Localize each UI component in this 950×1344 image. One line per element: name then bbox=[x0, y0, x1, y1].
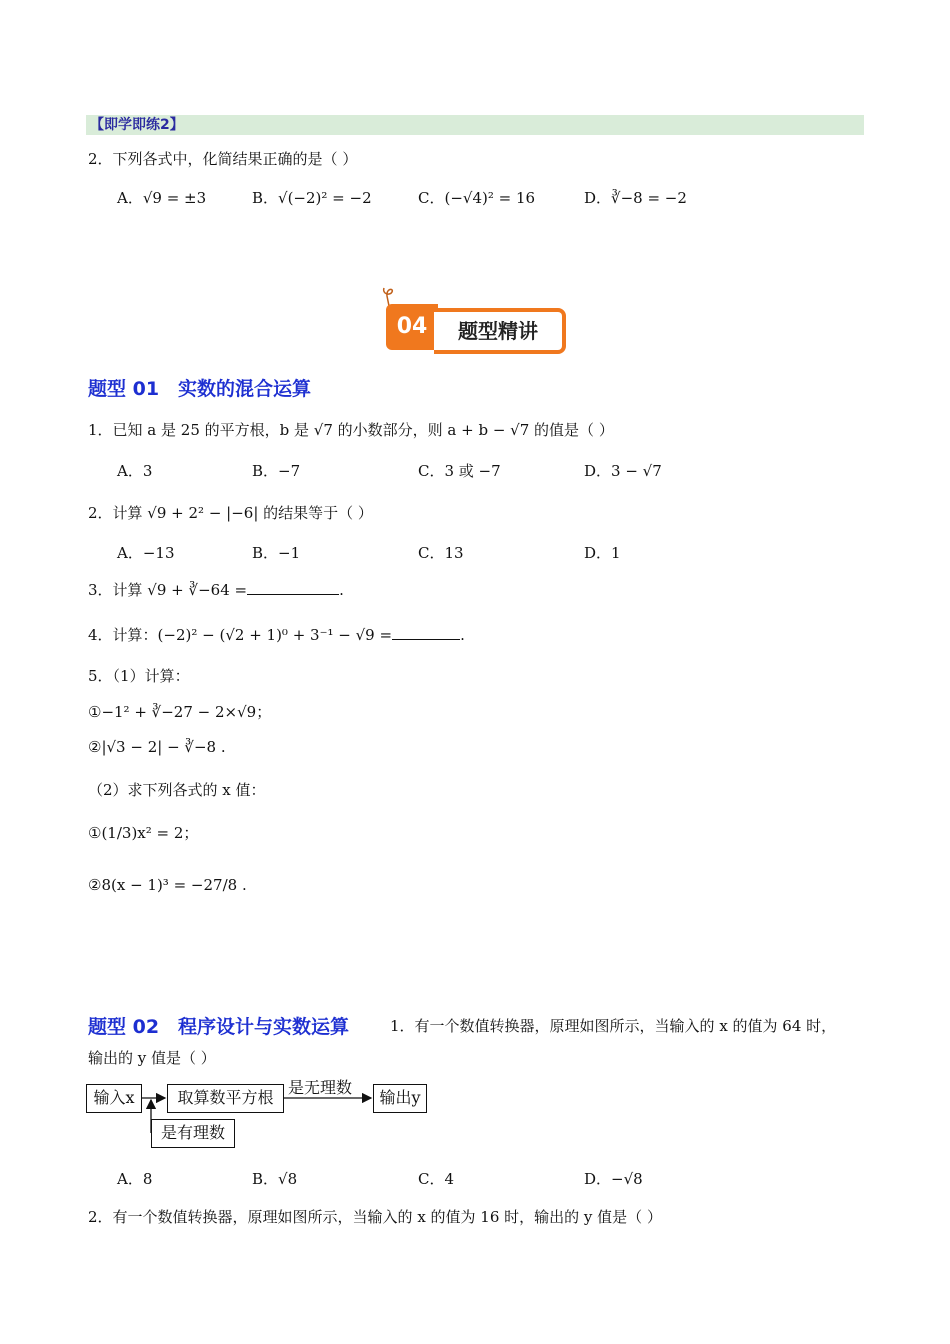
practice-header: 【即学即练2】 bbox=[86, 115, 864, 135]
flow-input-box: 输入x bbox=[86, 1084, 142, 1113]
flow-output-box: 输出y bbox=[373, 1084, 427, 1113]
type01-q1-option-c[interactable]: C．3 或 −7 bbox=[418, 462, 501, 480]
flow-rational-box: 是有理数 bbox=[151, 1119, 235, 1148]
type01-title: 题型 01 实数的混合运算 bbox=[88, 378, 312, 400]
type01-q5-item1: ①−1² + ∛−27 − 2×√9； bbox=[88, 703, 272, 721]
type02-q1-option-a[interactable]: A．8 bbox=[117, 1170, 153, 1188]
type01-q1-option-d[interactable]: D．3 − √7 bbox=[584, 462, 662, 480]
badge-title: 题型精讲 bbox=[434, 308, 566, 354]
type01-q2-option-b[interactable]: B．−1 bbox=[252, 544, 301, 562]
practice-option-b[interactable]: B．√(−2)² = −2 bbox=[252, 189, 372, 207]
type01-q5-part1: 5．（1）计算： bbox=[88, 667, 190, 685]
type02-q1-option-b[interactable]: B．√8 bbox=[252, 1170, 298, 1188]
type01-q2-option-a[interactable]: A．−13 bbox=[117, 544, 175, 562]
flow-process-box: 取算数平方根 bbox=[167, 1084, 284, 1113]
type01-q5-item4: ②8(x − 1)³ = −27/8 . bbox=[88, 876, 247, 894]
type01-q2-option-d[interactable]: D．1 bbox=[584, 544, 621, 562]
type02-q1-option-c[interactable]: C．4 bbox=[418, 1170, 455, 1188]
type01-q4-text: 4．计算：(−2)² − (√2 + 1)⁰ + 3⁻¹ − √9 = bbox=[88, 626, 393, 644]
practice-option-a[interactable]: A．√9 = ±3 bbox=[117, 189, 207, 207]
flow-irrational-label: 是无理数 bbox=[288, 1078, 353, 1097]
practice-option-d[interactable]: D．∛−8 = −2 bbox=[584, 189, 687, 207]
type01-q4: 4．计算：(−2)² − (√2 + 1)⁰ + 3⁻¹ − √9 = . bbox=[88, 626, 465, 644]
type01-q2-option-c[interactable]: C．13 bbox=[418, 544, 464, 562]
badge-number: 04 bbox=[386, 304, 438, 350]
type01-q5-part2: （2）求下列各式的 x 值： bbox=[88, 781, 266, 799]
type02-q2: 2．有一个数值转换器，原理如图所示，当输入的 x 的值为 16 时，输出的 y 值是（ ） bbox=[88, 1208, 662, 1226]
type02-q1-line1: 1．有一个数值转换器，原理如图所示，当输入的 x 的值为 64 时， bbox=[390, 1017, 837, 1035]
type02-q1-option-d[interactable]: D．−√8 bbox=[584, 1170, 643, 1188]
type01-q5-item2: ②|√3 − 2| − ∛−8 . bbox=[88, 738, 226, 756]
type02-q1-line2: 输出的 y 值是（ ） bbox=[88, 1049, 216, 1067]
type02-title: 题型 02 程序设计与实数运算 bbox=[88, 1016, 350, 1038]
type01-q2: 2．计算 √9 + 2² − |−6| 的结果等于（ ） bbox=[88, 504, 373, 522]
type01-q1-option-a[interactable]: A．3 bbox=[117, 462, 153, 480]
practice-option-c[interactable]: C．(−√4)² = 16 bbox=[418, 189, 536, 207]
type01-q1-option-b[interactable]: B．−7 bbox=[252, 462, 301, 480]
type01-q3: 3．计算 √9 + ∛−64 = . bbox=[88, 581, 344, 599]
type01-q5-item3: ①(1/3)x² = 2； bbox=[88, 824, 199, 842]
type01-q3-text: 3．计算 √9 + ∛−64 = bbox=[88, 581, 248, 599]
type01-q1: 1．已知 a 是 25 的平方根，b 是 √7 的小数部分，则 a + b − √7 的值是（ ） bbox=[88, 421, 614, 439]
practice-question: 2．下列各式中，化简结果正确的是（ ） bbox=[88, 150, 358, 168]
